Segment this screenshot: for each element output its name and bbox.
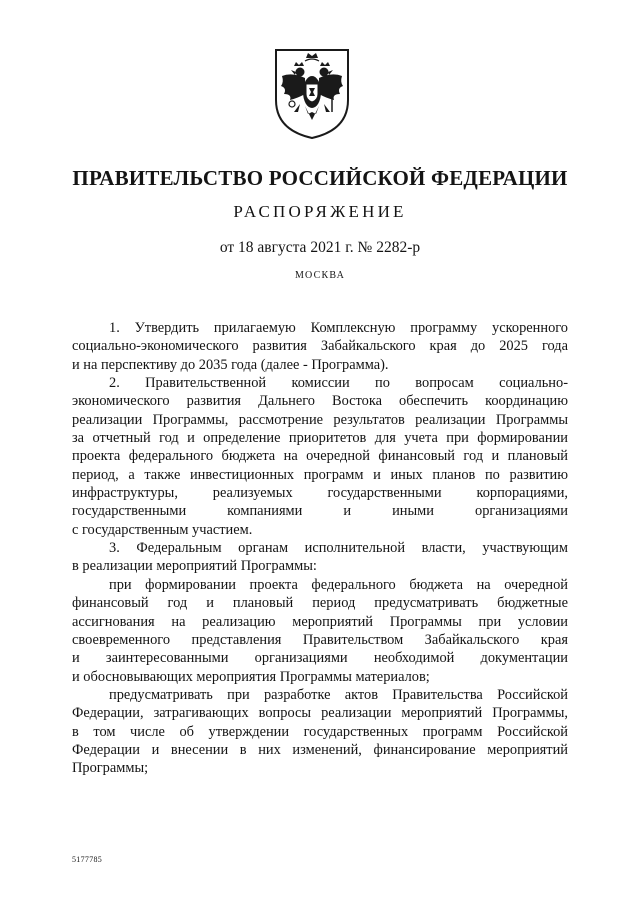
body-line: предусматривать при разработке актов Правительства Российской: [109, 686, 568, 703]
body-line: Федерации, затрагивающих вопросы реализации мероприятий Программы,: [72, 705, 568, 722]
document-body: [72, 319, 568, 778]
body-line: Программы;: [72, 760, 149, 777]
document-type: РАСПОРЯЖЕНИЕ: [233, 202, 407, 221]
document-date-number: от 18 августа 2021 г. № 2282-р: [219, 239, 421, 256]
body-line: финансовый год и плановый период предусматривать бюджетные: [72, 595, 568, 612]
body-line: проекта федерального бюджета на очередной финансовый год и плановый: [72, 448, 568, 465]
body-line: с государственным участием.: [72, 521, 253, 538]
body-line: период, а также инвестиционных программ и иных планов по развитию: [72, 466, 568, 483]
coat-of-arms-icon: [272, 48, 352, 140]
body-line: социально-экономического развития Забайкальского края до 2025 года: [72, 338, 568, 355]
body-line: при формировании проекта федерального бюджета на очередной: [109, 576, 568, 593]
body-line: 2. Правительственной комиссии по вопросам социально-: [109, 375, 568, 392]
document-city: МОСКВА: [294, 270, 346, 281]
body-line: государственными компаниями и иными организациями: [72, 503, 568, 520]
body-line: 1. Утвердить прилагаемую Комплексную программу ускоренного: [109, 320, 568, 336]
body-line: своевременного представления Правительством Забайкальского края: [72, 631, 568, 648]
body-line: и обосновывающих мероприятия Программы материалов;: [72, 668, 430, 685]
body-line: 3. Федеральным органам исполнительной власти, участвующим: [109, 540, 568, 557]
body-line: реализации Программы, рассмотрение результатов реализации Программы: [72, 411, 568, 428]
body-line: в том числе об утверждении государственных программ Российской: [72, 723, 568, 740]
body-line: Федерации и внесении в них изменений, финансирование мероприятий: [72, 741, 568, 758]
body-line: инфраструктуры, реализуемых государственными корпорациями,: [72, 485, 568, 502]
body-line: за отчетный год и определение приоритетов для учета при формировании: [72, 430, 568, 447]
government-title: ПРАВИТЕЛЬСТВО РОССИЙСКОЙ ФЕДЕРАЦИИ: [72, 166, 568, 190]
body-line: и заинтересованными организациями необходимой документации: [72, 650, 568, 667]
body-line: экономического развития Дальнего Востока обеспечить координацию: [72, 393, 568, 410]
body-line: ассигнования на реализацию мероприятий Программы при условии: [72, 613, 568, 630]
body-line: в реализации мероприятий Программы:: [72, 558, 317, 575]
body-line: и на перспективу до 2035 года (далее - Программа).: [72, 356, 389, 373]
document-code: 5177785: [72, 855, 103, 864]
